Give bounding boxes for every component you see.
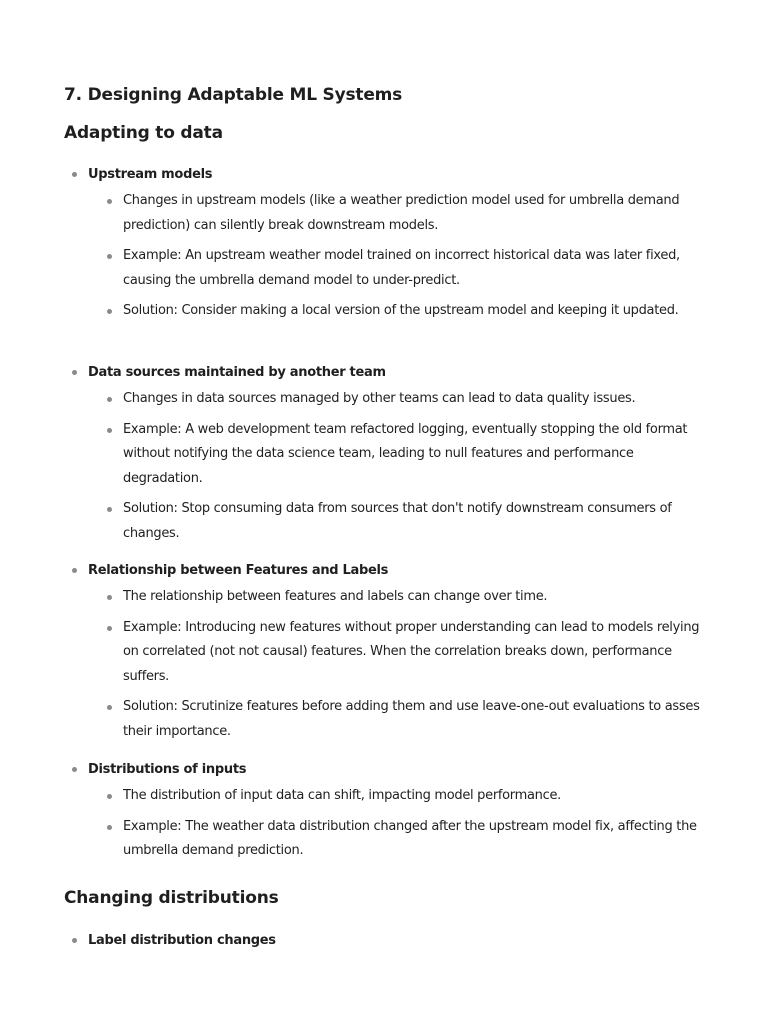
section-heading-changing-distributions: Changing distributions (64, 888, 279, 908)
topic-heading (72, 758, 712, 780)
topic-title: Distributions of inputs (88, 761, 247, 777)
bullet-icon (107, 626, 112, 631)
bullet-icon (107, 309, 112, 314)
list-item (72, 497, 703, 546)
list-item-text: Changes in upstream models (like a weather prediction model used for umbrella demand prediction) can silently break downstream models. (123, 193, 680, 233)
bullet-icon (72, 938, 77, 943)
bullet-icon (107, 595, 112, 600)
topic-heading (72, 163, 712, 185)
topic-title: Upstream models (88, 166, 213, 182)
list-item-text: Solution: Stop consuming data from sources that don't notify downstream consumers of changes. (123, 501, 672, 541)
list-item-text: Example: A web development team refactored logging, eventually stopping the old format without notifying the data science team, leading to null features and performance degradation. (123, 421, 688, 486)
topic-title: Data sources maintained by another team (88, 364, 386, 380)
list-item (72, 585, 703, 610)
list-item (72, 418, 703, 492)
bullet-icon (72, 370, 77, 375)
topic-distributions-of-inputs (72, 758, 712, 870)
bullet-icon (107, 199, 112, 204)
list-item-text: Solution: Consider making a local version of the upstream model and keeping it updated. (123, 303, 679, 318)
list-item (72, 815, 703, 864)
bullet-icon (107, 705, 112, 710)
list-item-text: The distribution of input data can shift, impacting model performance. (123, 788, 561, 803)
topic-label-distribution-changes (72, 929, 712, 951)
section-heading-adapting-to-data: Adapting to data (64, 123, 223, 143)
list-item (72, 244, 703, 293)
list-item-text: Changes in data sources managed by other teams can lead to data quality issues. (123, 391, 636, 406)
list-item-text: Example: An upstream weather model trained on incorrect historical data was later fixed, causing the umbrella demand model to under-predict. (123, 248, 680, 288)
list-item-text: Solution: Scrutinize features before adding them and use leave-one-out evaluations to asses their importance. (123, 699, 700, 739)
list-item (72, 784, 703, 809)
list-item (72, 695, 703, 744)
list-item-text: Example: The weather data distribution changed after the upstream model fix, affecting the umbrella demand prediction. (123, 818, 697, 858)
topic-heading (72, 361, 712, 383)
bullet-icon (72, 767, 77, 772)
list-item-text: Example: Introducing new features without proper understanding can lead to models relying on correlated (not not causal) features. When the correlation breaks down, performance suffers. (123, 619, 700, 684)
bullet-icon (72, 568, 77, 573)
bullet-icon (107, 794, 112, 799)
topic-heading (72, 559, 712, 581)
topic-title: Label distribution changes (88, 932, 276, 948)
topic-upstream-models (72, 163, 712, 330)
list-item (72, 616, 703, 690)
bullet-icon (72, 172, 77, 177)
bullet-icon (107, 397, 112, 402)
topic-features-and-labels (72, 559, 712, 750)
document-title: 7. Designing Adaptable ML Systems (64, 85, 403, 105)
topic-data-sources (72, 361, 712, 552)
bullet-icon (107, 428, 112, 433)
bullet-icon (107, 254, 112, 259)
list-item (72, 189, 703, 238)
topic-heading (72, 929, 712, 951)
list-item (72, 299, 703, 324)
topic-title: Relationship between Features and Labels (88, 562, 389, 578)
bullet-icon (107, 825, 112, 830)
list-item-text: The relationship between features and labels can change over time. (123, 589, 548, 604)
list-item (72, 387, 703, 412)
bullet-icon (107, 507, 112, 512)
